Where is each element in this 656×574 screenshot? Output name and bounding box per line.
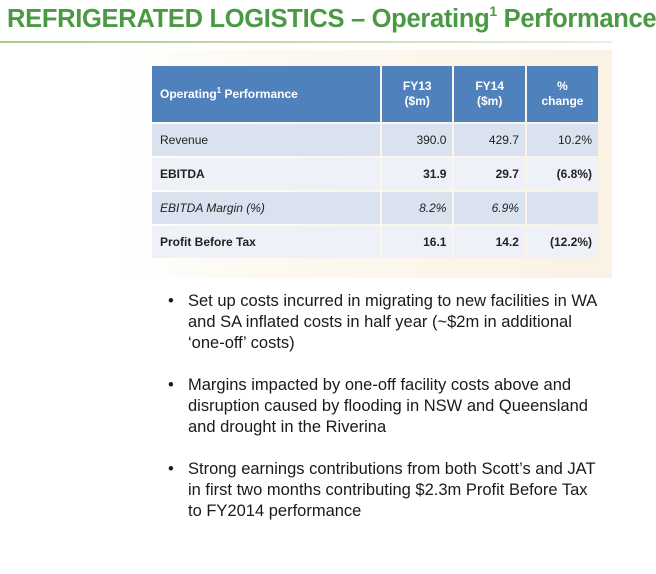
header-fy14: FY14 ($m) bbox=[454, 66, 524, 122]
row-label: EBITDA bbox=[152, 158, 380, 190]
title-divider bbox=[0, 41, 612, 43]
bullet-item-facility-costs bbox=[168, 291, 604, 354]
row-change-value: (12.2%) bbox=[527, 226, 598, 258]
bullet-item-margins bbox=[168, 375, 604, 438]
bullet-dot-icon: • bbox=[168, 376, 174, 394]
header-footnote-marker: 1 bbox=[216, 85, 222, 95]
bullet-text: Set up costs incurred in migrating to new facilities in WA and SA inflated costs in half year (~$2m in additional ‘one-off’ costs) bbox=[188, 292, 597, 352]
table-row-revenue bbox=[152, 124, 598, 156]
row-change-value bbox=[527, 192, 598, 224]
table-header-row bbox=[152, 66, 598, 122]
performance-table bbox=[150, 64, 600, 260]
table-row-profit-before-tax bbox=[152, 226, 598, 258]
row-fy14-value: 29.7 bbox=[454, 158, 524, 190]
bullet-dot-icon: • bbox=[168, 292, 174, 310]
page-title bbox=[7, 3, 656, 34]
row-change-value: (6.8%) bbox=[527, 158, 598, 190]
row-label: Profit Before Tax bbox=[152, 226, 380, 258]
row-fy13-value: 16.1 bbox=[382, 226, 452, 258]
row-fy14-value: 6.9% bbox=[454, 192, 524, 224]
row-label: EBITDA Margin (%) bbox=[152, 192, 380, 224]
row-fy13-value: 31.9 bbox=[382, 158, 452, 190]
bullet-dot-icon: • bbox=[168, 460, 174, 478]
bullet-text: Margins impacted by one-off facility costs above and disruption caused by flooding in NSW and Queensland and drought in the Riverina bbox=[188, 376, 588, 436]
header-fy13: FY13 ($m) bbox=[382, 66, 452, 122]
title-main: REFRIGERATED LOGISTICS – Operating bbox=[7, 5, 490, 33]
bullet-text: Strong earnings contributions from both Scott’s and JAT in first two months contributing $2.3m Profit Before Tax to FY2014 performance bbox=[188, 460, 596, 520]
row-fy14-value: 429.7 bbox=[454, 124, 524, 156]
title-footnote-marker: 1 bbox=[489, 3, 497, 19]
row-fy14-value: 14.2 bbox=[454, 226, 524, 258]
row-fy13-value: 8.2% bbox=[382, 192, 452, 224]
header-label: Operating$^1$ Performance bbox=[152, 66, 380, 122]
table-row-ebitda-margin bbox=[152, 192, 598, 224]
title-rest: Performance bbox=[496, 5, 656, 33]
row-fy13-value: 390.0 bbox=[382, 124, 452, 156]
header-change: % change bbox=[527, 66, 598, 122]
table-row-ebitda bbox=[152, 158, 598, 190]
row-change-value: 10.2% bbox=[527, 124, 598, 156]
bullet-list bbox=[168, 291, 604, 543]
bullet-item-earnings bbox=[168, 459, 604, 522]
row-label: Revenue bbox=[152, 124, 380, 156]
